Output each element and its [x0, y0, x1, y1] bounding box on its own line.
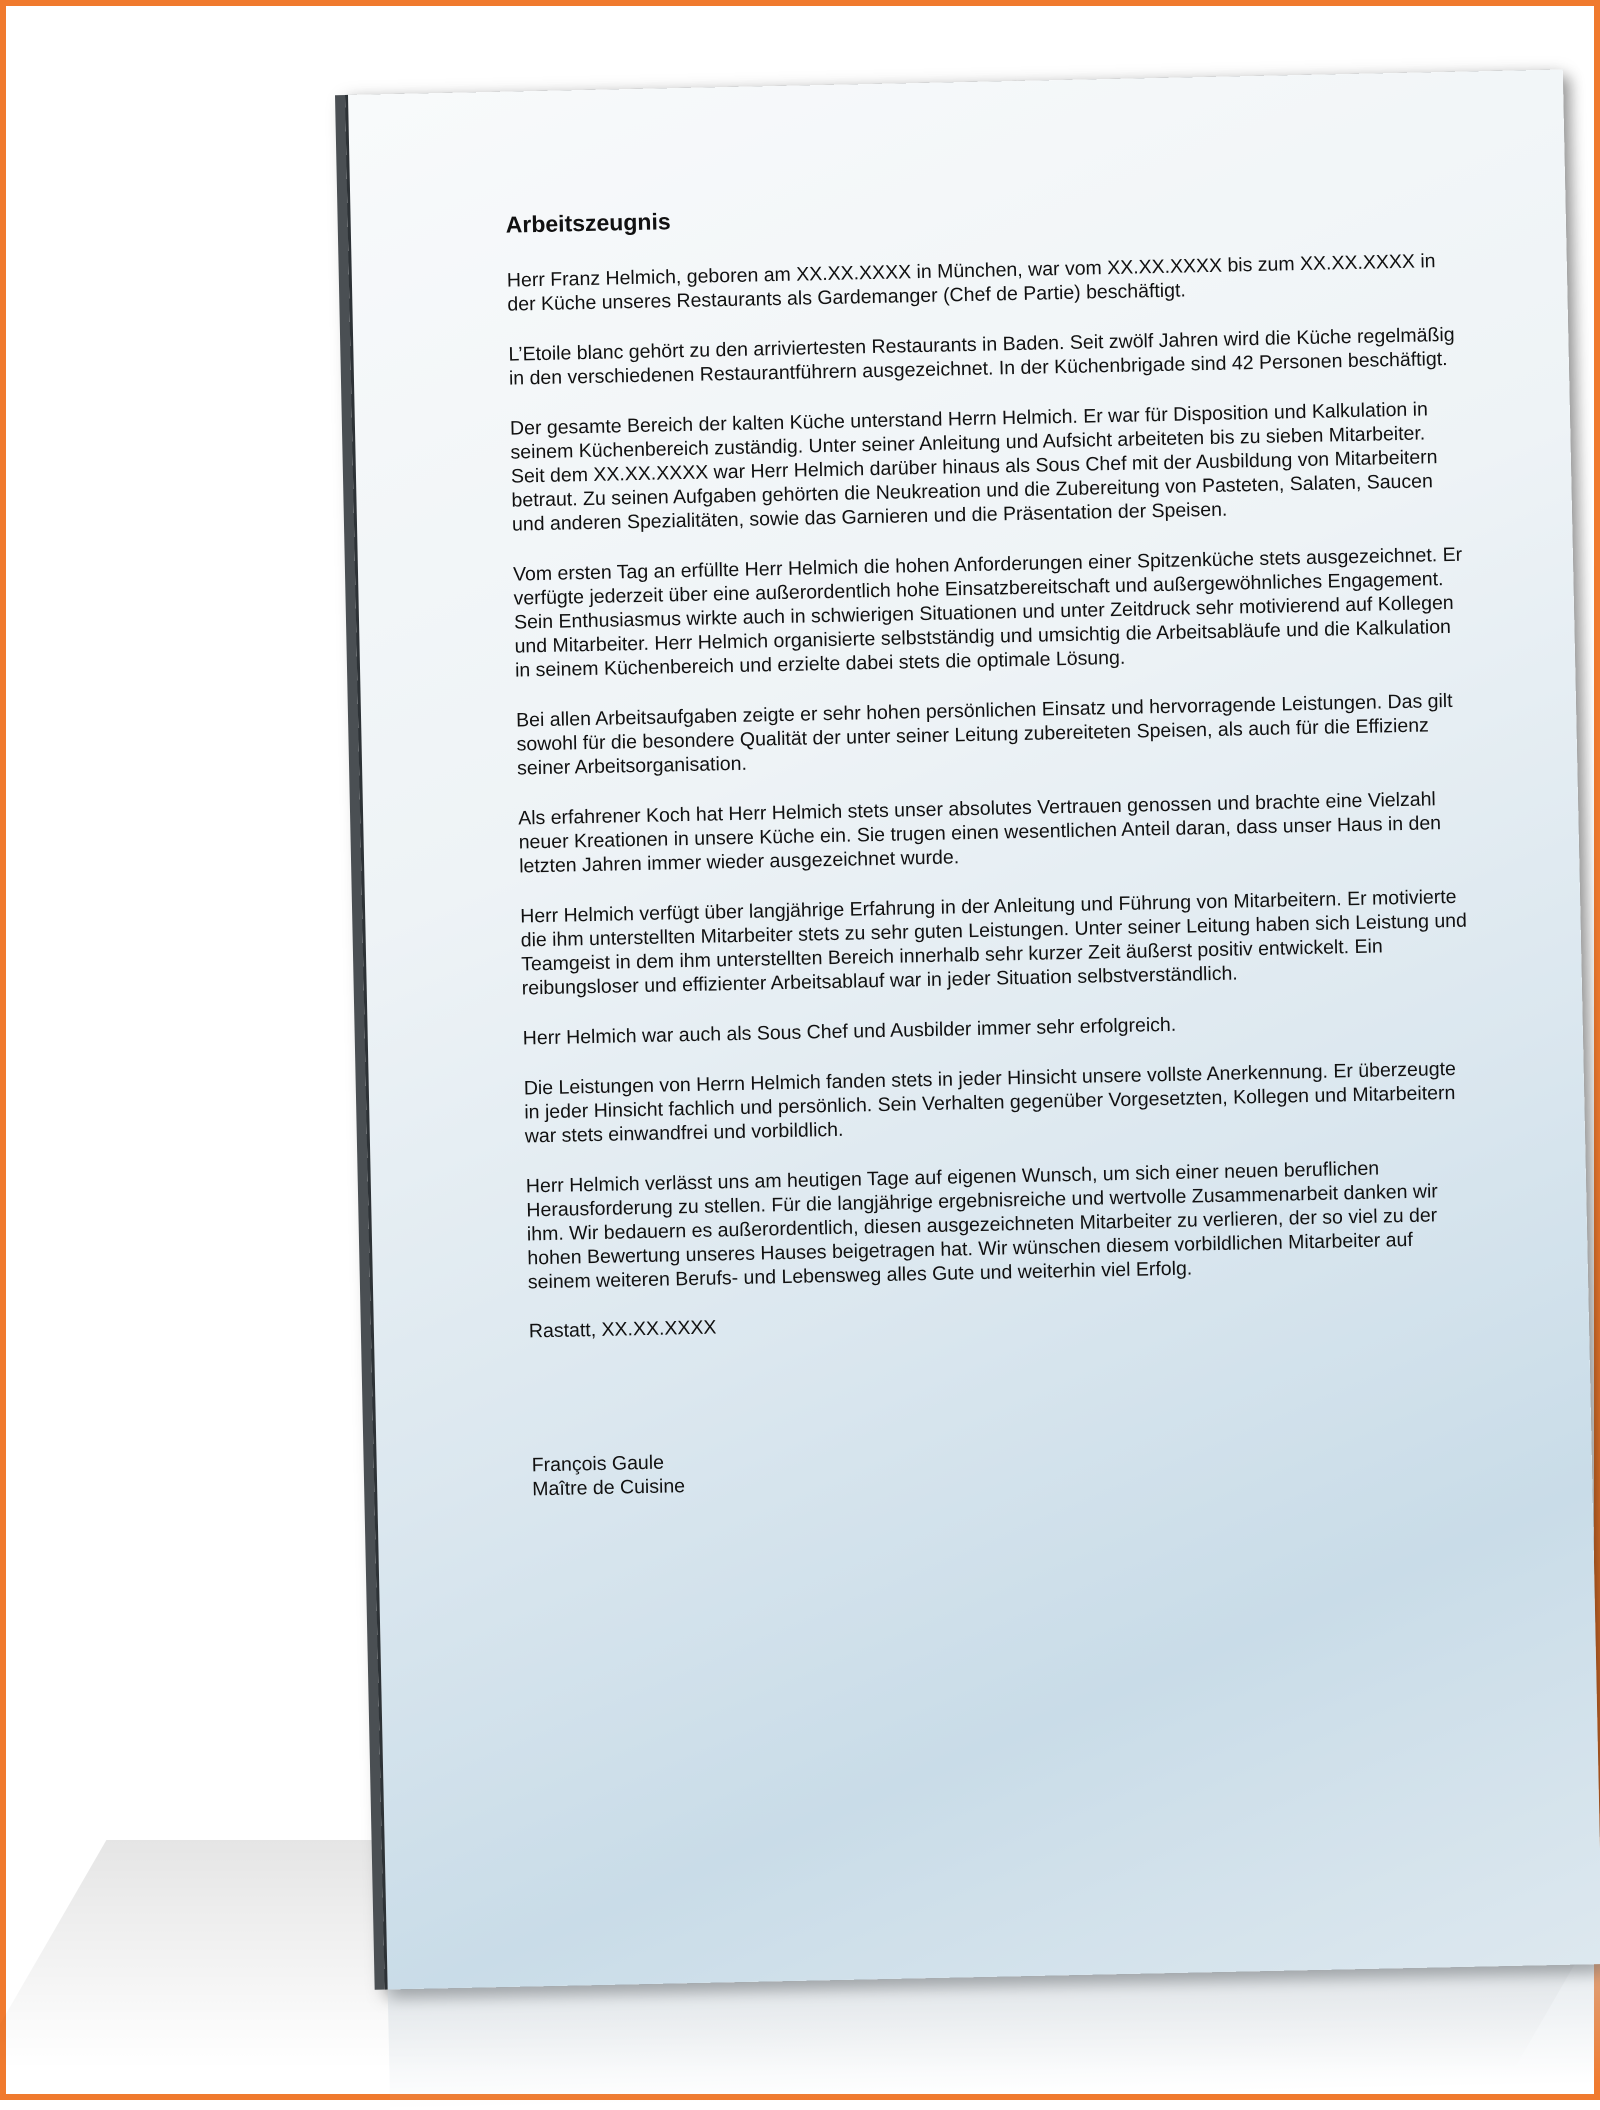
signature-block [531, 1433, 1482, 1501]
paragraph: Herr Helmich war auch als Sous Chef und Ausbilder immer sehr erfolgreich. [522, 1013, 1177, 1050]
paragraph: Bei allen Arbeitsaufgaben zeigte er sehr hohen persönlichen Einsatz und hervorragende Leistungen. Das gilt sowohl für die besondere Qualität der unter seiner Leitung zubereiteten Speisen, als auch für die Effizienz seiner Arbeitsorganisation. [515, 689, 1453, 780]
paragraph: Herr Franz Helmich, geboren am XX.XX.XXXX in München, war vom XX.XX.XXXX bis zum XX.XX.XXXX in der Küche unseres Restaurants als Gardemanger (Chef de Partie) beschäftigt. [506, 250, 1436, 316]
document-body [505, 192, 1482, 1502]
paragraph: Herr Helmich verlässt uns am heutigen Tage auf eigenen Wunsch, um sich einer neuen beruflichen Herausforderung zu stellen. Für die langjährige ergebnisreiche und wertvolle Zusammenarbeit danken wir ihm. Wir bedauern es außerordentlich, diesen ausgezeichneten Mitarbeiter zu verlieren, der so viel zu der hohen Bewertung unseres Hauses beigetragen hat. Wir wünschen diesem vorbildlichen Mitarbeiter auf seinem weiteren Berufs- und Lebensweg alles Gute und weiterhin viel Erfolg. [525, 1157, 1439, 1294]
document-title: Arbeitszeugnis [505, 208, 671, 238]
paragraph: Als erfahrener Koch hat Herr Helmich stets unser absolutes Vertrauen genossen und brachte eine Vielzahl neuer Kreationen in unsere Küche ein. Sie trugen einen wesentlichen Anteil daran, dass unser Haus in den letzten Jahren immer wieder ausgezeichnet wurde. [517, 788, 1442, 878]
paragraph: Herr Helmich verfügt über langjährige Erfahrung in der Anleitung und Führung von Mitarbeitern. Er motivierte die ihm unterstellten Mitarbeiter stets zu sehr guten Leistungen. Unter seiner Leitung haben sich Leistung und Teamgeist in dem ihm unterstellten Bereich innerhalb sehr kurzer Zeit äußerst positiv entwickelt. Ein reibungsloser und effizienter Arbeitsablauf war in jeder Situation selbstverständlich. [520, 885, 1468, 1000]
paragraph: Der gesamte Bereich der kalten Küche unterstand Herrn Helmich. Er war für Disposition und Kalkulation in seinem Küchenbereich zuständig. Unter seiner Anleitung und Aufsicht arbeiteten bis zu sieben Mitarbeiter. Seit dem XX.XX.XXXX war Herr Helmich darüber hinaus als Sous Chef mit der Ausbildung von Mitarbeitern betraut. Zu seinen Aufgaben gehörten die Neukreation und die Zubereitung von Pasteten, Salaten, Saucen und anderen Spezialitäten, sowie das Garnieren und die Präsentation der Speisen. [509, 398, 1438, 536]
document-page [345, 69, 1600, 1989]
signature-name: François Gaule [531, 1451, 665, 1477]
place-date: Rastatt, XX.XX.XXXX [528, 1316, 717, 1343]
paragraph: L’Etoile blanc gehört zu den arriviertesten Restaurants in Baden. Seit zwölf Jahren wird die Küche regelmäßig in den verschiedenen Restaurantführern ausgezeichnet. In der Küchenbrigade sind 42 Personen beschäftigt. [508, 323, 1455, 390]
signature-role: Maître de Cuisine [532, 1475, 686, 1501]
paragraph: Vom ersten Tag an erfüllte Herr Helmich die hohen Anforderungen einer Spitzenküche stets ausgezeichnet. Er verfügte jederzeit über eine außerordentlich hohe Einsatzbereitschaft und außergewöhnliches Engagement. Sein Enthusiasmus wirkte auch in schwierigen Situationen und unter Zeitdruck sehr motivierend auf Kollegen und Mitarbeiter. Herr Helmich organisierte selbstständig und umsichtig die Arbeitsabläufe und die Kalkulation in seinem Küchenbereich und erzielte dabei stets die optimale Lösung. [512, 543, 1463, 682]
paragraph: Die Leistungen von Herrn Helmich fanden stets in jeder Hinsicht unsere vollste Anerkennung. Er überzeugte in jeder Hinsicht fachlich und persönlich. Sein Verhalten gegenüber Vorgesetzten, Kollegen und Mitarbeitern war stets einwandfrei und vorbildlich. [523, 1057, 1457, 1148]
